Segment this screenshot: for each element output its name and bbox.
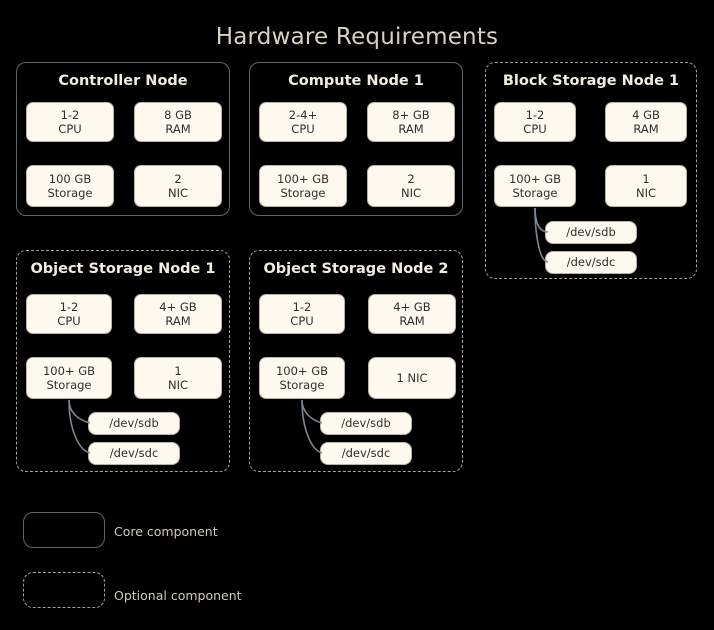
spec-chip-block1-cpu <box>494 102 576 142</box>
spec-label: CPU <box>523 122 547 136</box>
spec-label: NIC <box>167 186 189 200</box>
spec-chip-object1-cpu <box>26 294 112 334</box>
spec-label: RAM <box>398 122 424 136</box>
spec-chip-controller-storage <box>26 165 114 207</box>
spec-chip-compute1-cpu <box>259 102 347 142</box>
spec-value: 100+ GB <box>508 172 562 186</box>
spec-value: 4+ GB <box>159 300 197 314</box>
spec-label: Storage <box>280 186 326 200</box>
spec-label: RAM <box>399 314 425 328</box>
spec-value: 1-2 <box>60 108 80 122</box>
device-pill-object2-sdc: /dev/sdc <box>320 442 412 465</box>
spec-label: NIC <box>167 378 189 392</box>
spec-chip-block1-nic <box>605 165 687 207</box>
device-pill-object1-sdc: /dev/sdc <box>88 442 180 465</box>
spec-label: NIC <box>400 186 422 200</box>
spec-label: RAM <box>633 122 659 136</box>
spec-label: Storage <box>47 186 93 200</box>
spec-label: CPU <box>290 314 314 328</box>
spec-label: Storage <box>46 378 92 392</box>
spec-label: Storage <box>512 186 558 200</box>
spec-value: 1 <box>174 364 182 378</box>
spec-label: Storage <box>279 378 325 392</box>
spec-value: 1 <box>396 371 404 385</box>
spec-label: RAM <box>165 122 191 136</box>
device-pill-block1-sdb: /dev/sdb <box>545 221 637 244</box>
spec-chip-object2-storage <box>259 357 345 399</box>
spec-value: 8 GB <box>164 108 192 122</box>
spec-label: NIC <box>635 186 657 200</box>
node-title-controller: Controller Node <box>58 73 188 89</box>
spec-chip-controller-nic <box>134 165 222 207</box>
node-title-object-storage-2: Object Storage Node 2 <box>263 261 449 277</box>
legend-label-optional: Optional component <box>114 588 242 603</box>
spec-chip-controller-cpu <box>26 102 114 142</box>
spec-value: 1-2 <box>292 300 312 314</box>
node-title-object-storage-1: Object Storage Node 1 <box>30 261 216 277</box>
spec-chip-object2-nic <box>368 357 456 399</box>
spec-label: CPU <box>58 122 82 136</box>
legend-swatch-optional <box>23 572 105 608</box>
spec-chip-controller-ram <box>134 102 222 142</box>
node-title-block-storage-1: Block Storage Node 1 <box>502 73 680 89</box>
spec-value: 4+ GB <box>393 300 431 314</box>
node-title-compute-1: Compute Node 1 <box>288 73 424 89</box>
spec-label: CPU <box>291 122 315 136</box>
spec-chip-object2-ram <box>368 294 456 334</box>
spec-chip-object2-cpu <box>259 294 345 334</box>
spec-value: 2-4+ <box>288 108 318 122</box>
spec-value: 100+ GB <box>275 364 329 378</box>
spec-label: NIC <box>407 371 428 385</box>
spec-value: 8+ GB <box>392 108 430 122</box>
spec-value: 4 GB <box>632 108 660 122</box>
spec-chip-compute1-nic <box>367 165 455 207</box>
spec-chip-object1-storage <box>26 357 112 399</box>
device-pill-block1-sdc: /dev/sdc <box>545 251 637 274</box>
page-title: Hardware Requirements <box>215 24 499 50</box>
spec-value: 100+ GB <box>42 364 96 378</box>
spec-value: 2 <box>407 172 415 186</box>
spec-chip-compute1-ram <box>367 102 455 142</box>
spec-chip-block1-ram <box>605 102 687 142</box>
device-pill-object1-sdb: /dev/sdb <box>88 412 180 435</box>
device-pill-object2-sdb: /dev/sdb <box>320 412 412 435</box>
spec-value: 1 <box>642 172 650 186</box>
spec-chip-object1-nic <box>134 357 222 399</box>
spec-value: 2 <box>174 172 182 186</box>
spec-label: RAM <box>165 314 191 328</box>
spec-value: 1-2 <box>59 300 79 314</box>
spec-value: 1-2 <box>525 108 545 122</box>
spec-value: 100 GB <box>48 172 92 186</box>
legend-label-core: Core component <box>114 524 218 539</box>
spec-chip-compute1-storage <box>259 165 347 207</box>
spec-value: 100+ GB <box>276 172 330 186</box>
spec-chip-object1-ram <box>134 294 222 334</box>
spec-label: CPU <box>57 314 81 328</box>
legend-swatch-core <box>23 512 105 548</box>
spec-chip-block1-storage <box>494 165 576 207</box>
